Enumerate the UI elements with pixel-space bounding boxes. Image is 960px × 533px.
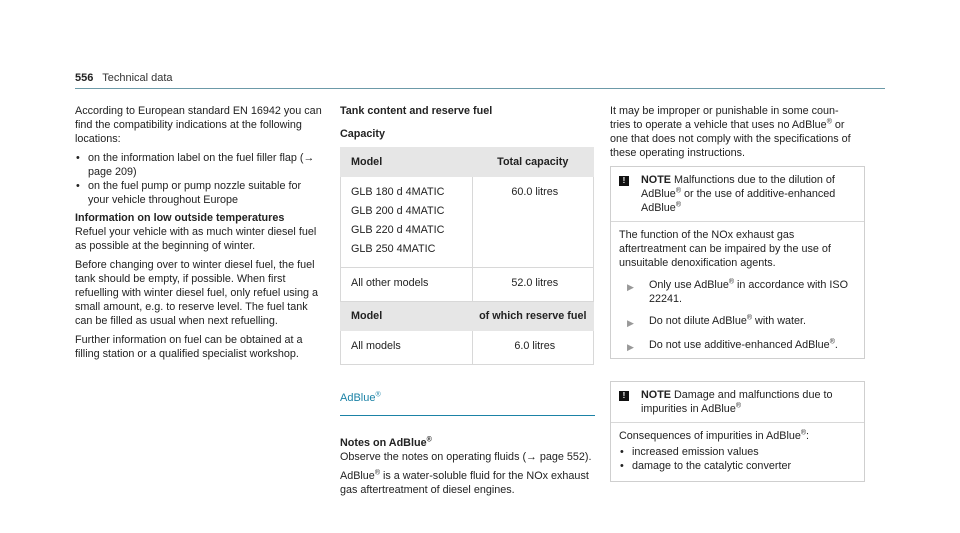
low-temp-heading: Information on low outside temperatures bbox=[75, 212, 285, 224]
note-body bbox=[611, 423, 864, 481]
registered-mark: ® bbox=[375, 391, 381, 399]
model-name: GLB 220 d 4MATIC bbox=[351, 224, 445, 236]
capacity-label: Capacity bbox=[340, 128, 386, 140]
adblue-notes-heading: Notes on AdBlue® bbox=[340, 436, 432, 449]
observe-text: Observe the notes on operating fluids (→ page 552). bbox=[340, 451, 592, 463]
table-cell bbox=[341, 177, 473, 268]
list-item: • increased emission values bbox=[619, 445, 856, 459]
arrow-right-icon: ▶ bbox=[627, 282, 634, 292]
warning-icon: ! bbox=[619, 391, 629, 401]
section-title: Technical data bbox=[102, 72, 173, 84]
action-text: Do not use additive-enhanced AdBlue®. bbox=[649, 338, 838, 351]
note-header bbox=[611, 382, 864, 422]
note-box-dilution bbox=[610, 166, 865, 359]
column-header: Model bbox=[341, 148, 473, 177]
action-item bbox=[619, 314, 856, 330]
table-cell: 6.0 litres bbox=[472, 331, 593, 365]
capacity-table bbox=[340, 147, 594, 365]
column-3 bbox=[610, 104, 865, 482]
column-1 bbox=[75, 104, 325, 366]
table-header-row bbox=[341, 302, 594, 331]
adblue-section-title bbox=[340, 391, 595, 405]
table-cell: 60.0 litres bbox=[472, 177, 593, 268]
consequence-list bbox=[619, 445, 856, 473]
adblue-title-text: AdBlue bbox=[340, 392, 376, 404]
low-temp-text: Refuel your vehicle with as much winter diesel fuel as possible at the beginning of winter. bbox=[75, 226, 317, 252]
consequences-text: Consequences of impurities in AdBlue®: bbox=[619, 429, 810, 442]
table-cell: All other models bbox=[341, 268, 473, 302]
section-rule bbox=[340, 415, 595, 416]
table-cell: 52.0 litres bbox=[472, 268, 593, 302]
adblue-description: AdBlue® is a water-soluble fluid for the NOx exhaust gas aftertreatment of diesel engines. bbox=[340, 469, 589, 496]
column-2 bbox=[340, 104, 595, 502]
further-info-text: Further information on fuel can be obtained at a filling station or a qualified specialist workshop. bbox=[75, 334, 303, 360]
page-header bbox=[75, 72, 173, 84]
intro-text: According to European standard EN 16942 you can find the compatibility indications at the following locations: bbox=[75, 105, 322, 145]
location-list bbox=[75, 151, 325, 207]
action-item bbox=[619, 338, 856, 354]
list-item: • on the fuel pump or pump nozzle suitable for your vehicle throughout Europe bbox=[75, 179, 325, 207]
improper-use-text: It may be improper or punishable in some coun- tries to operate a vehicle that uses no AdBlue® or one that does not comply with the specifications of these operating instructions. bbox=[610, 105, 851, 159]
header-rule bbox=[75, 88, 885, 89]
action-item bbox=[619, 278, 856, 306]
tank-heading: Tank content and reserve fuel bbox=[340, 105, 493, 117]
action-text: Do not dilute AdBlue® with water. bbox=[649, 314, 807, 327]
column-header: of which reserve fuel bbox=[472, 302, 593, 331]
model-name: GLB 180 d 4MATIC bbox=[351, 186, 445, 198]
table-row bbox=[341, 177, 594, 268]
warning-icon: ! bbox=[619, 176, 629, 186]
list-item: • damage to the catalytic converter bbox=[619, 459, 856, 473]
page-number: 556 bbox=[75, 72, 94, 84]
action-text: Only use AdBlue® in accordance with ISO 22241. bbox=[649, 278, 849, 305]
note-body-text: The function of the NOx exhaust gas aftertreatment can be impaired by the use of unsuitable denoxification agents. bbox=[619, 229, 831, 269]
table-row bbox=[341, 268, 594, 302]
table-header-row bbox=[341, 148, 594, 177]
registered-mark: ® bbox=[426, 436, 432, 444]
note-label: NOTE bbox=[641, 389, 671, 401]
note-title: NOTE Damage and malfunctions due to impurities in AdBlue® bbox=[641, 389, 833, 415]
column-header: Model bbox=[341, 302, 473, 331]
note-header bbox=[611, 167, 864, 221]
table-row bbox=[341, 331, 594, 365]
table-cell: All models bbox=[341, 331, 473, 365]
arrow-right-icon: ▶ bbox=[627, 342, 634, 352]
changeover-text: Before changing over to winter diesel fuel, the fuel tank should be empty, if possible. When first refuelling with winter diesel fuel, only refuel using a small amount, e.g. to reserve level. The fuel tank can be filled as usual when next refuelling. bbox=[75, 259, 319, 327]
arrow-right-icon: ▶ bbox=[627, 318, 634, 328]
column-header: Total capacity bbox=[472, 148, 593, 177]
note-box-impurities bbox=[610, 381, 865, 482]
note-title: NOTE Malfunctions due to the dilution of AdBlue® or the use of additive-enhanced AdBlue® bbox=[641, 174, 836, 214]
model-name: GLB 250 4MATIC bbox=[351, 243, 436, 255]
note-label: NOTE bbox=[641, 174, 671, 186]
list-item: • on the information label on the fuel filler flap (→ page 209) bbox=[75, 151, 325, 179]
note-body bbox=[611, 222, 864, 358]
model-name: GLB 200 d 4MATIC bbox=[351, 205, 445, 217]
